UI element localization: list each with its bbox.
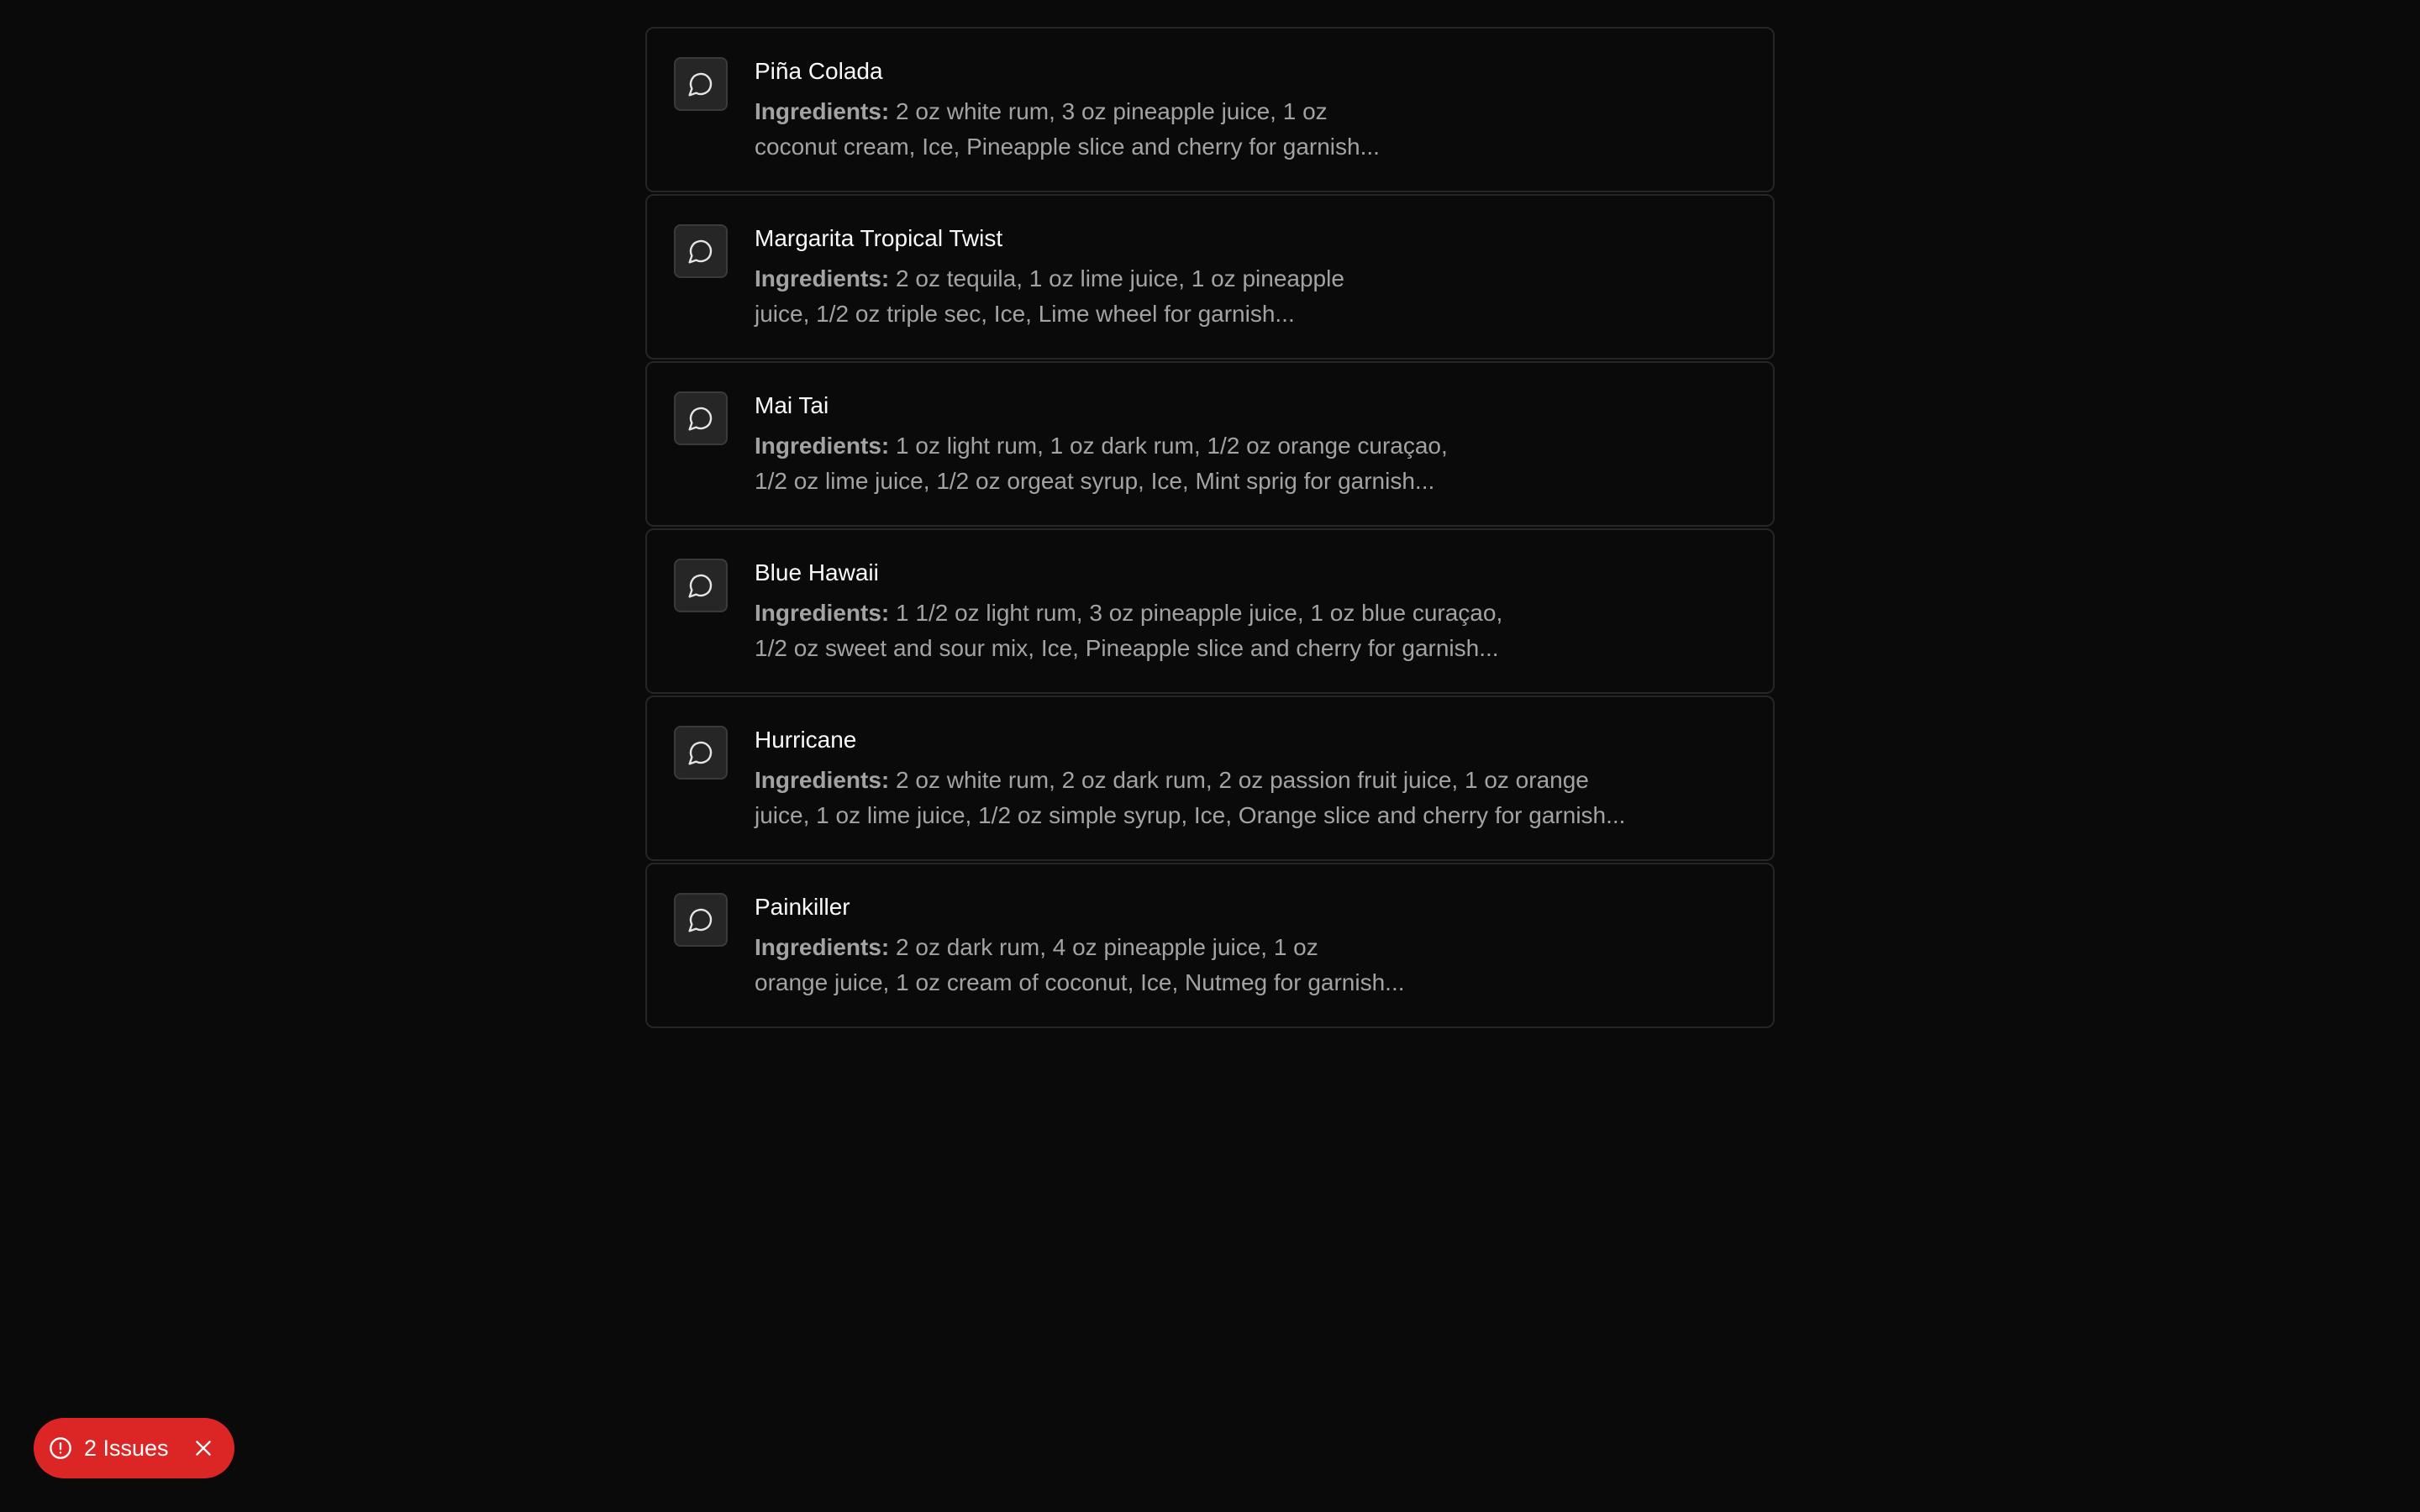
cocktail-ingredients [755,763,1679,833]
cocktail-card[interactable] [645,863,1775,1028]
ingredients-label: Ingredients: [755,934,890,960]
cocktail-title[interactable]: Blue Hawaii [755,559,879,585]
cocktail-card[interactable] [645,528,1775,694]
cocktail-ingredients [755,428,1679,499]
cocktail-content [755,391,1679,499]
cocktail-content [755,893,1679,1000]
message-circle-icon[interactable] [674,391,728,445]
cocktail-card[interactable] [645,194,1775,360]
message-circle-icon[interactable] [674,893,728,947]
ingredients-label: Ingredients: [755,98,890,124]
cocktail-content [755,559,1679,666]
ingredients-label: Ingredients: [755,265,890,291]
ingredients-line-1: 2 oz tequila, 1 oz lime juice, 1 oz pineapple [896,265,1344,291]
cocktail-title[interactable]: Mai Tai [755,392,829,418]
ingredients-line-2: 1/2 oz sweet and sour mix, Ice, Pineapple slice and cherry for garnish... [755,635,1499,661]
message-circle-icon[interactable] [674,559,728,612]
ingredients-line-2: orange juice, 1 oz cream of coconut, Ice, Nutmeg for garnish... [755,969,1405,995]
message-circle-icon[interactable] [674,726,728,780]
ingredients-line-2: juice, 1 oz lime juice, 1/2 oz simple syrup, Ice, Orange slice and cherry for garnish... [755,802,1626,828]
ingredients-line-1: 1 1/2 oz light rum, 3 oz pineapple juice, 1 oz blue curaçao, [896,600,1503,626]
cocktail-title[interactable]: Margarita Tropical Twist [755,225,1003,251]
cocktail-ingredients [755,930,1679,1000]
message-circle-icon[interactable] [674,57,728,111]
cocktail-content [755,224,1679,332]
ingredients-line-2: 1/2 oz lime juice, 1/2 oz orgeat syrup, Ice, Mint sprig for garnish... [755,468,1435,494]
ingredients-line-1: 1 oz light rum, 1 oz dark rum, 1/2 oz orange curaçao, [896,433,1448,459]
ingredients-line-1: 2 oz dark rum, 4 oz pineapple juice, 1 oz [896,934,1318,960]
cocktail-title[interactable]: Hurricane [755,727,857,753]
close-icon[interactable] [192,1437,214,1459]
issues-label[interactable]: 2 Issues [84,1436,169,1461]
ingredients-label: Ingredients: [755,600,890,626]
cocktail-card[interactable] [645,696,1775,861]
cocktail-ingredients [755,261,1679,332]
cocktail-ingredients [755,94,1679,165]
ingredients-line-1: 2 oz white rum, 3 oz pineapple juice, 1 oz [896,98,1328,124]
cocktail-title[interactable]: Painkiller [755,894,850,920]
cocktail-content [755,726,1679,833]
ingredients-line-2: coconut cream, Ice, Pineapple slice and cherry for garnish... [755,134,1380,160]
ingredients-label: Ingredients: [755,433,890,459]
cocktail-content [755,57,1679,165]
cocktail-list [645,27,1775,1028]
cocktail-title[interactable]: Piña Colada [755,58,883,84]
ingredients-label: Ingredients: [755,767,890,793]
issues-badge[interactable] [34,1418,234,1478]
message-circle-icon[interactable] [674,224,728,278]
cocktail-card[interactable] [645,27,1775,192]
cocktail-card[interactable] [645,361,1775,527]
alert-circle-icon [49,1436,72,1460]
ingredients-line-2: juice, 1/2 oz triple sec, Ice, Lime wheel for garnish... [755,301,1295,327]
ingredients-line-1: 2 oz white rum, 2 oz dark rum, 2 oz passion fruit juice, 1 oz orange [896,767,1589,793]
cocktail-ingredients [755,596,1679,666]
